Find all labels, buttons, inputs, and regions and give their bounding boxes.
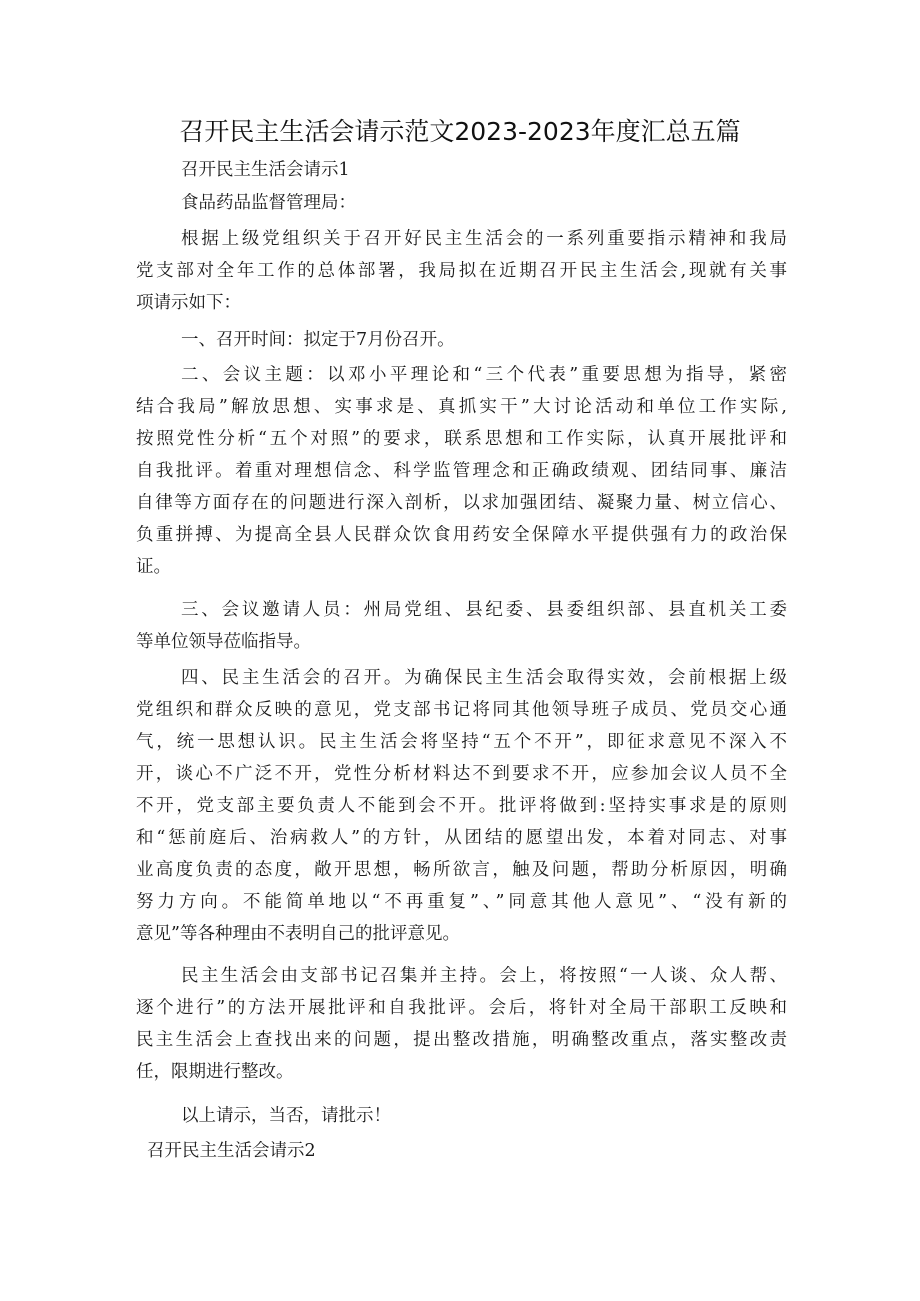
convening-line: 意见”等各种理由不表明自己的批评意见。 bbox=[136, 924, 460, 944]
theme-line: 自我批评。着重对理想信念、科学监管理念和正确政绩观、团结同事、廉洁 bbox=[136, 461, 787, 481]
theme-line: 按照党性分析“五个对照”的要求，联系思想和工作实际，认真开展批评和 bbox=[136, 429, 787, 449]
item-meeting-time: 一、召开时间：拟定于7月份召开。 bbox=[181, 330, 455, 350]
convening-line: 党组织和群众反映的意见，党支部书记将同其他领导班子成员、党员交心通 bbox=[136, 700, 787, 720]
host-line: 民主生活会上查找出来的问题，提出整改措施，明确整改重点，落实整改责 bbox=[136, 1030, 787, 1050]
theme-line: 负重拼搏、为提高全县人民群众饮食用药安全保障水平提供强有力的政治保 bbox=[136, 525, 787, 545]
section-heading-1: 召开民主生活会请示1 bbox=[181, 160, 350, 180]
host-line: 民主生活会由支部书记召集并主持。会上，将按照“一人谈、众人帮、 bbox=[181, 966, 787, 986]
theme-line: 证。 bbox=[136, 557, 171, 577]
theme-line: 结合我局”解放思想、实事求是、真抓实干”大讨论活动和单位工作实际, bbox=[136, 397, 787, 417]
host-line: 任，限期进行整改。 bbox=[136, 1062, 294, 1082]
convening-line: 气，统一思想认识。民主生活会将坚持“五个不开”，即征求意见不深入不 bbox=[136, 732, 787, 752]
host-line: 逐个进行”的方法开展批评和自我批评。会后，将针对全局干部职工反映和 bbox=[136, 998, 787, 1018]
intro-line: 根据上级党组织关于召开好民主生活会的一系列重要指示精神和我局 bbox=[181, 229, 787, 249]
section-heading-2: 召开民主生活会请示2 bbox=[147, 1141, 316, 1161]
invitees-line: 三、会议邀请人员：州局党组、县纪委、县委组织部、县直机关工委 bbox=[181, 600, 787, 620]
document-title: 召开民主生活会请示范文2023-2023年度汇总五篇 bbox=[179, 117, 741, 146]
closing-request: 以上请示，当否，请批示！ bbox=[181, 1106, 391, 1126]
convening-line: 不开，党支部主要负责人不能到会不开。批评将做到:坚持实事求是的原则 bbox=[136, 796, 787, 816]
theme-line: 二、会议主题：以邓小平理论和“三个代表”重要思想为指导，紧密 bbox=[181, 365, 787, 385]
addressee: 食品药品监督管理局： bbox=[181, 193, 356, 213]
convening-line: 努力方向。不能简单地以“不再重复”、”同意其他人意见”、“没有新的 bbox=[136, 892, 787, 912]
convening-line: 四、民主生活会的召开。为确保民主生活会取得实效，会前根据上级 bbox=[181, 668, 787, 688]
intro-line: 项请示如下： bbox=[136, 293, 241, 313]
convening-line: 业高度负责的态度，敞开思想，畅所欲言，触及问题，帮助分析原因，明确 bbox=[136, 860, 787, 880]
convening-line: 开，谈心不广泛不开，党性分析材料达不到要求不开，应参加会议人员不全 bbox=[136, 764, 787, 784]
invitees-line: 等单位领导莅临指导。 bbox=[136, 632, 311, 652]
theme-line: 自律等方面存在的问题进行深入剖析，以求加强团结、凝聚力量、树立信心、 bbox=[136, 493, 787, 513]
convening-line: 和“惩前庭后、治病救人”的方针，从团结的愿望出发，本着对同志、对事 bbox=[136, 828, 787, 848]
intro-line: 党支部对全年工作的总体部署，我局拟在近期召开民主生活会,现就有关事 bbox=[136, 261, 787, 281]
